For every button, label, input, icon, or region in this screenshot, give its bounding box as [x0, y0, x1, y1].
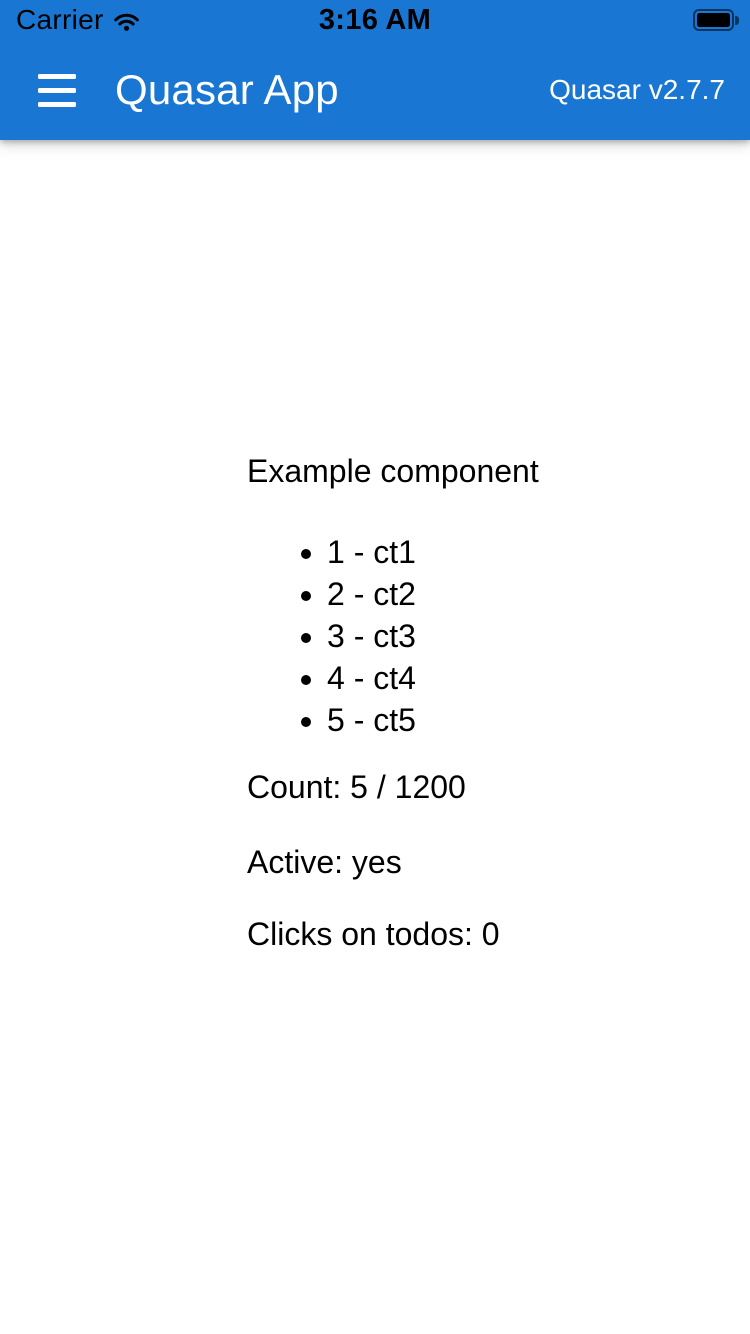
time-label: 3:16 AM [318, 3, 432, 36]
app-header [0, 0, 750, 140]
example-component [247, 455, 539, 950]
battery-fill [697, 13, 730, 27]
app-title: Quasar App [115, 66, 339, 113]
toolbar [0, 40, 750, 140]
wifi-icon [113, 11, 140, 32]
todo-item[interactable]: • 5 - ct5 [327, 699, 539, 741]
menu-icon [38, 74, 76, 107]
menu-icon-bar [38, 102, 76, 107]
status-bar [0, 0, 750, 40]
status-left [16, 0, 140, 40]
menu-button[interactable] [38, 74, 76, 107]
todo-list [247, 531, 539, 741]
battery-body [693, 9, 734, 31]
todo-item[interactable]: • 2 - ct2 [327, 573, 539, 615]
battery-nub [735, 16, 739, 25]
menu-icon-bar [38, 74, 76, 79]
active-text: Active: yes [247, 844, 402, 880]
todo-item[interactable]: • 1 - ct1 [327, 531, 539, 573]
example-heading: Example component [247, 453, 539, 489]
clicks-text: Clicks on todos: 0 [247, 916, 500, 952]
menu-icon-bar [38, 88, 76, 93]
count-text: Count: 5 / 1200 [247, 769, 466, 805]
todo-item[interactable]: • 3 - ct3 [327, 615, 539, 657]
todo-item[interactable]: • 4 - ct4 [327, 657, 539, 699]
page-content [0, 140, 750, 1334]
carrier-label: Carrier [16, 4, 104, 35]
app-version: Quasar v2.7.7 [549, 74, 725, 105]
battery-icon [693, 9, 740, 31]
